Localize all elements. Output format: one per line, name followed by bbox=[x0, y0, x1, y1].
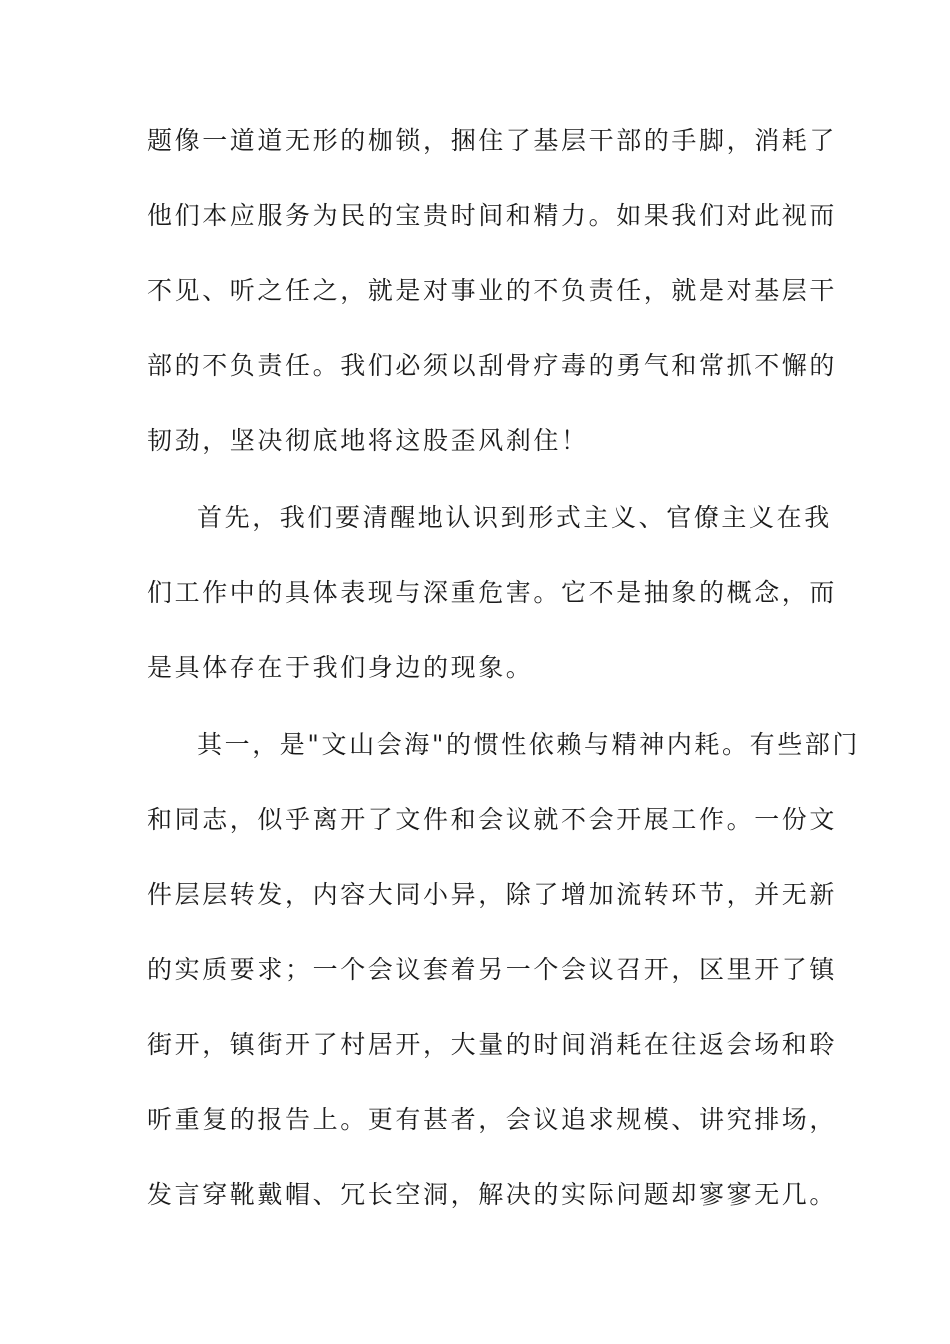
text-line: 韧劲，坚决彻底地将这股歪风刹住！ bbox=[147, 426, 589, 455]
text-line: 的实质要求；一个会议套着另一个会议召开，区里开了镇 bbox=[147, 955, 838, 984]
text-line: 是具体存在于我们身边的现象。 bbox=[147, 653, 534, 682]
text-line: 不见、听之任之，就是对事业的不负责任，就是对基层干 bbox=[147, 276, 838, 305]
text-line: 听重复的报告上。更有甚者，会议追求规模、讲究排场， bbox=[147, 1105, 838, 1134]
text-line: 发言穿靴戴帽、冗长空洞，解决的实际问题却寥寥无几。 bbox=[147, 1180, 838, 1209]
text-line: 和同志，似乎离开了文件和会议就不会开展工作。一份文 bbox=[147, 805, 838, 834]
text-line: 件层层转发，内容大同小异，除了增加流转环节，并无新 bbox=[147, 880, 838, 909]
text-line: 街开，镇街开了村居开，大量的时间消耗在往返会场和聆 bbox=[147, 1030, 838, 1059]
paragraph-first-line: 其一，是"文山会海"的惯性依赖与精神内耗。有些部门 bbox=[197, 730, 860, 759]
text-line: 题像一道道无形的枷锁，捆住了基层干部的手脚，消耗了 bbox=[147, 126, 838, 155]
text-line: 部的不负责任。我们必须以刮骨疗毒的勇气和常抓不懈的 bbox=[147, 351, 838, 380]
paragraph-first-line: 首先，我们要清醒地认识到形式主义、官僚主义在我 bbox=[197, 503, 832, 532]
text-line: 们工作中的具体表现与深重危害。它不是抽象的概念，而 bbox=[147, 578, 838, 607]
text-line: 他们本应服务为民的宝贵时间和精力。如果我们对此视而 bbox=[147, 201, 838, 230]
